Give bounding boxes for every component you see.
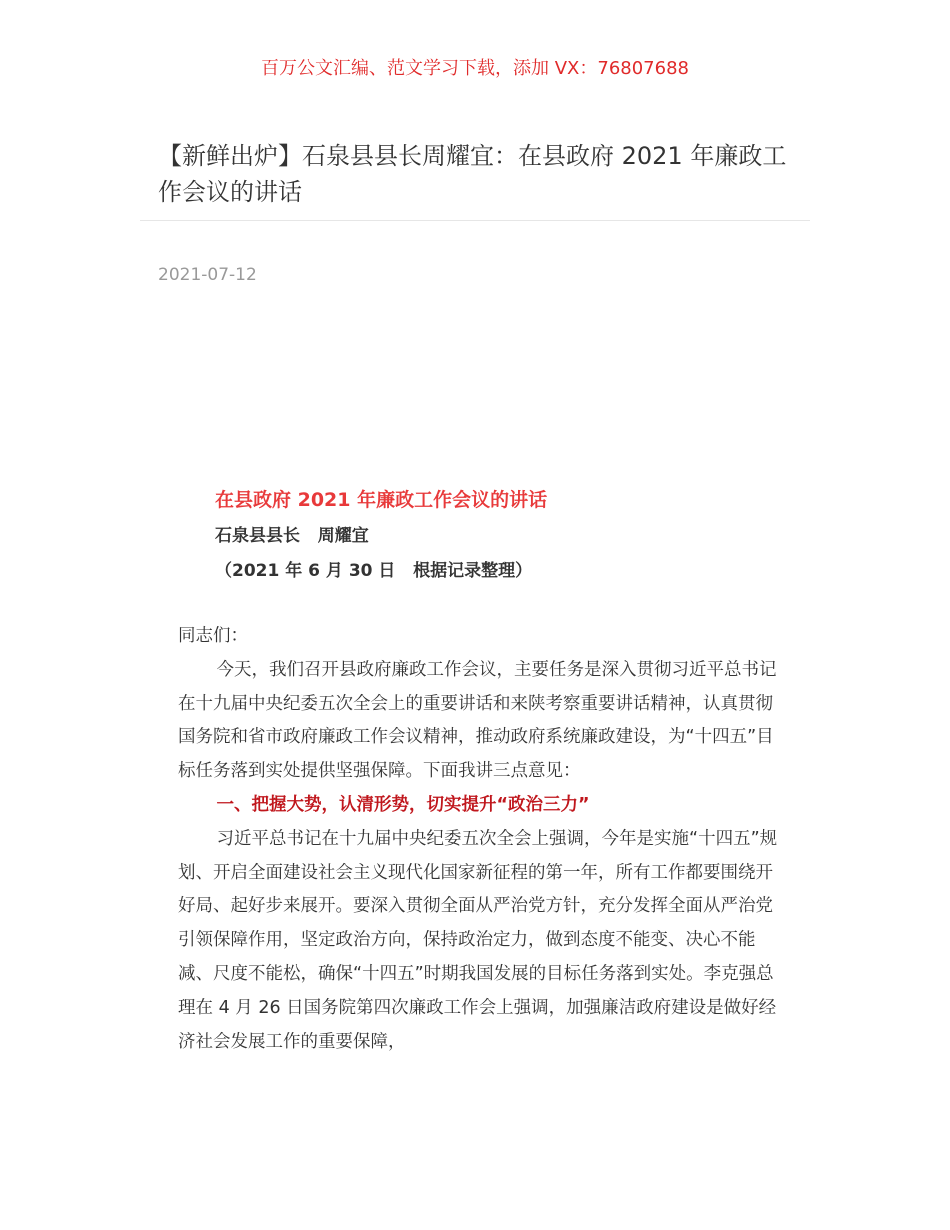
speech-title: 在县政府 2021 年廉政工作会议的讲话: [215, 489, 548, 511]
publish-date: 2021-07-12: [158, 265, 257, 285]
title-divider: [140, 220, 810, 221]
salutation: 同志们：: [178, 626, 248, 646]
speaker-line: 石泉县县长 周耀宜: [215, 526, 369, 546]
intro-paragraph: 今天，我们召开县政府廉政工作会议，主要任务是深入贯彻习近平总书记在十九届中央纪委五次全会上的重要讲话和来陕考察重要讲话精神，认真贯彻国务院和省市政府廉政工作会议精神，推动政府系统廉政建设，为“十四五”目标任务落到实处提供坚强保障。下面我讲三点意见：: [178, 659, 777, 782]
promo-banner: 百万公文汇编、范文学习下载，添加 VX：76807688: [261, 58, 689, 79]
record-note: （2021 年 6 月 30 日 根据记录整理）: [215, 561, 533, 581]
section-heading-1: 一、把握大势，认清形势，切实提升“政治三力”: [216, 794, 590, 815]
article-title: 【新鲜出炉】石泉县县长周耀宜：在县政府 2021 年廉政工作会议的讲话: [158, 142, 787, 206]
section-1-paragraph: 习近平总书记在十九届中央纪委五次全会上强调，今年是实施“十四五”规划、开启全面建设社会主义现代化国家新征程的第一年，所有工作都要围绕开好局、起好步来展开。要深入贯彻全面从严治党方针，充分发挥全面从严治党引领保障作用，坚定政治方向，保持政治定力，做到态度不能变、决心不能减、尺度不能松，确保“十四五”时期我国发展的目标任务落到实处。李克强总理在 4 月 26 日国务院第四次廉政工作会上强调，加强廉洁政府建设是做好经济社会发展工作的重要保障，: [178, 828, 778, 1052]
article-body: [178, 620, 778, 1059]
